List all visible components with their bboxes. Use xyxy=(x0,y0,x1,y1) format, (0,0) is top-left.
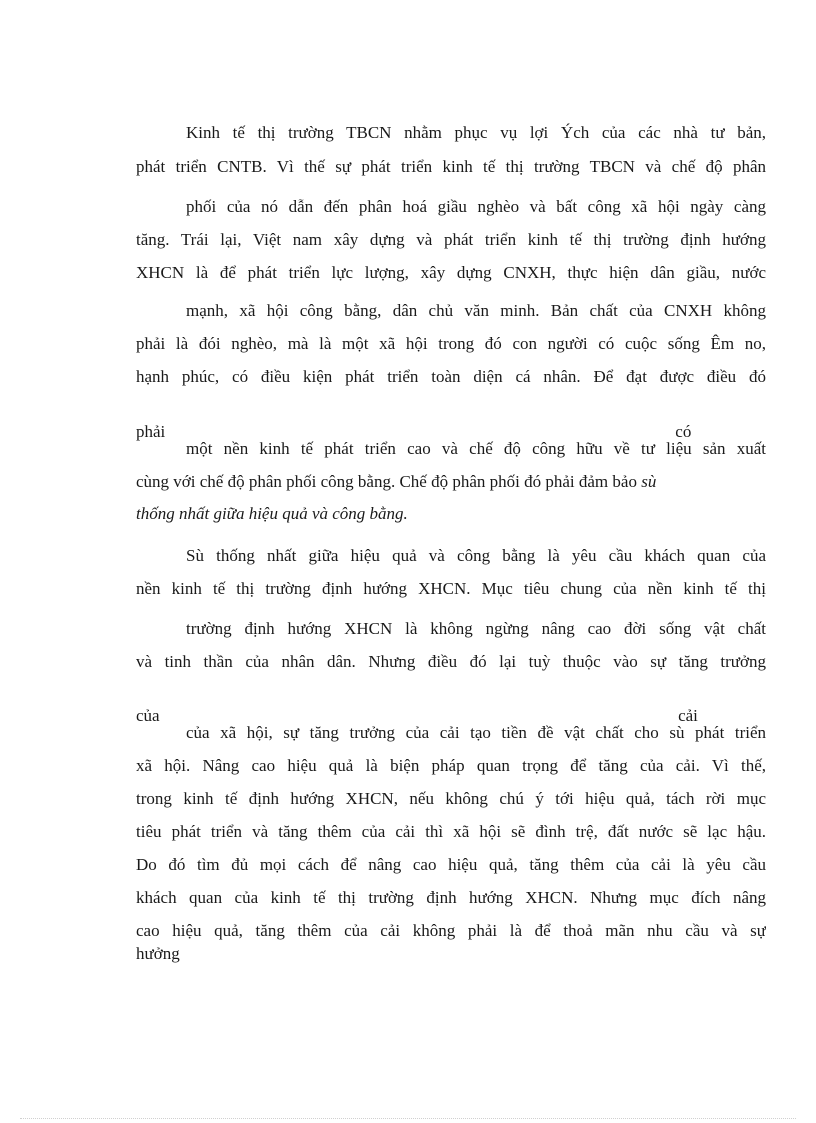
text-line: phối của nó dẫn đến phân hoá giầu nghèo và bất công xã hội ngày càng xyxy=(186,197,766,216)
text-line xyxy=(136,471,766,493)
text-line: tăng. Trái lại, Việt nam xây dựng và phát triển kinh tế thị trường định hướng xyxy=(136,230,766,249)
text-line: mạnh, xã hội công bằng, dân chủ văn minh. Bản chất của CNXH không xyxy=(186,301,766,320)
text-line: tiêu phát triển và tăng thêm của cải thì xã hội sẽ đình trệ, đất nước sẽ lạc hậu. xyxy=(136,822,766,841)
text-line: nền kinh tế thị trường định hướng XHCN. Mục tiêu chung của nền kinh tế thị xyxy=(136,579,766,598)
text-line: trong kinh tế định hướng XHCN, nếu không chú ý tới hiệu quả, tách rời mục xyxy=(136,789,766,808)
text-line: của xã hội, sự tăng trưởng của cải tạo tiền đề vật chất cho sù phát triển xyxy=(186,723,766,742)
italic-line: thống nhất giữa hiệu quả và công bằng. xyxy=(136,504,408,523)
text-fragment: phải có xyxy=(136,422,692,441)
text-line: xã hội. Nâng cao hiệu quả là biện pháp quan trọng để tăng của cải. Vì thế, xyxy=(136,756,766,775)
text-fragment: cùng với chế độ phân phối công bằng. Chế độ phân phối đó phải đảm bảo xyxy=(136,472,637,491)
text-line: phải là đói nghèo, mà là một xã hội trong đó con người có cuộc sống Êm no, xyxy=(136,334,766,353)
text-line: khách quan của kinh tế thị trường định hướng XHCN. Nhưng mục đích nâng xyxy=(136,888,766,907)
text-line: cao hiệu quả, tăng thêm của cải không phải là để thoả mãn nhu cầu và sự xyxy=(136,921,766,940)
text-line: hạnh phúc, có điều kiện phát triển toàn diện cá nhân. Để đạt được điều đó xyxy=(136,367,766,386)
text-fragment: của cải xyxy=(136,706,698,725)
text-line: Sù thống nhất giữa hiệu quả và công bằng là yêu cầu khách quan của xyxy=(186,546,766,565)
text-line: một nền kinh tế phát triển cao và chế độ công hữu về tư liệu sản xuất xyxy=(186,439,766,458)
page-bottom-divider xyxy=(20,1118,796,1119)
text-line: XHCN là để phát triển lực lượng, xây dựng CNXH, thực hiện dân giầu, nước xyxy=(136,263,766,282)
text-line: trường định hướng XHCN là không ngừng nâng cao đời sống vật chất xyxy=(186,619,766,638)
italic-fragment: sù xyxy=(641,472,657,491)
text-line: hưởng xyxy=(136,944,180,963)
text-line: và tinh thần của nhân dân. Nhưng điều đó lại tuỳ thuộc vào sự tăng trưởng xyxy=(136,652,766,671)
text-line: Do đó tìm đủ mọi cách để nâng cao hiệu quả, tăng thêm của cải là yêu cầu xyxy=(136,855,766,874)
text-line: phát triển CNTB. Vì thế sự phát triển kinh tế thị trường TBCN và chế độ phân xyxy=(136,157,766,176)
text-line: Kinh tế thị trường TBCN nhằm phục vụ lợi Ých của các nhà tư bản, xyxy=(186,123,766,142)
